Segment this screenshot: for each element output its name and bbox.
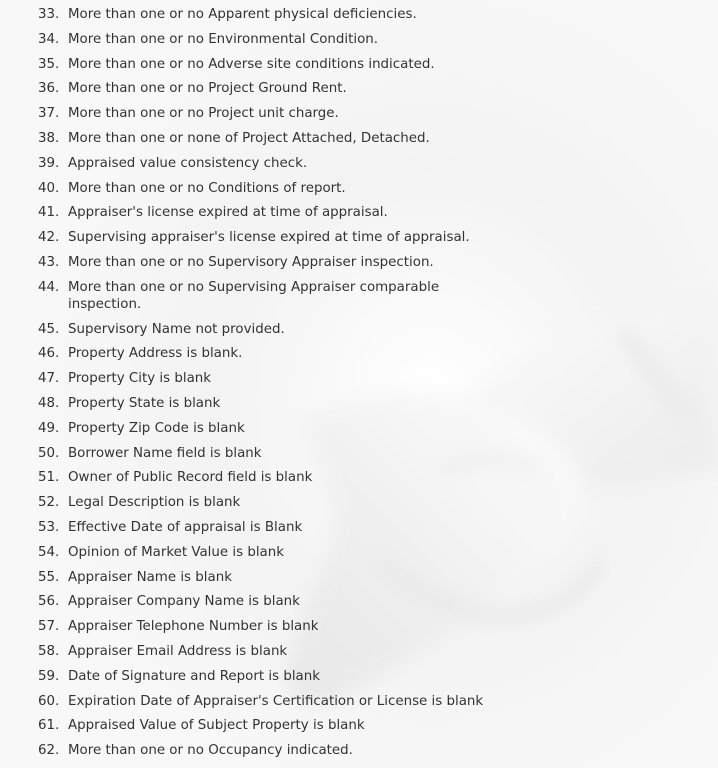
item-text: More than one or no Occupancy indicated. — [68, 743, 353, 759]
list-item — [38, 742, 698, 767]
list-item — [38, 155, 698, 180]
item-text: More than one or none of Project Attached, Detached. — [68, 130, 430, 146]
item-number: 34. — [38, 31, 60, 47]
list-item — [38, 321, 698, 346]
list-item — [38, 204, 698, 229]
item-text: Opinion of Market Value is blank — [68, 544, 285, 560]
item-text: Expiration Date of Appraiser's Certification or License is blank — [68, 693, 484, 709]
item-text: Appraiser Company Name is blank — [68, 594, 300, 610]
item-number: 50. — [38, 445, 60, 461]
item-number: 46. — [38, 346, 60, 362]
item-text: Appraiser's license expired at time of appraisal. — [68, 205, 388, 221]
item-text: Appraised value consistency check. — [68, 155, 308, 171]
item-number: 55. — [38, 569, 60, 585]
item-number: 43. — [38, 254, 60, 270]
list-item — [38, 279, 698, 321]
item-number: 57. — [38, 619, 60, 635]
list-item — [38, 395, 698, 420]
validation-rules-list — [38, 6, 698, 767]
item-number: 61. — [38, 718, 60, 734]
item-text: Appraiser Email Address is blank — [68, 643, 288, 659]
list-item — [38, 130, 698, 155]
list-item — [38, 180, 698, 205]
item-number: 52. — [38, 495, 60, 511]
item-number: 41. — [38, 205, 60, 221]
list-item — [38, 494, 698, 519]
list-item — [38, 254, 698, 279]
item-number: 53. — [38, 519, 60, 535]
item-number: 40. — [38, 180, 60, 196]
item-number: 35. — [38, 56, 60, 72]
list-item — [38, 31, 698, 56]
item-text: Borrower Name field is blank — [68, 445, 262, 461]
item-number: 56. — [38, 594, 60, 610]
list-item — [38, 445, 698, 470]
item-text: Property State is blank — [68, 395, 221, 411]
item-number: 48. — [38, 395, 60, 411]
list-item — [38, 693, 698, 718]
item-number: 39. — [38, 155, 60, 171]
list-item — [38, 105, 698, 130]
item-text: Property City is blank — [68, 371, 212, 387]
list-item — [38, 420, 698, 445]
item-text: More than one or no Environmental Condition. — [68, 31, 379, 47]
item-text: Property Address is blank. — [68, 346, 243, 362]
list-item — [38, 668, 698, 693]
item-number: 59. — [38, 668, 60, 684]
item-number: 60. — [38, 693, 60, 709]
item-text: Appraiser Name is blank — [68, 569, 232, 585]
item-text: More than one or no Apparent physical deficiencies. — [68, 7, 417, 22]
item-text: Effective Date of appraisal is Blank — [68, 519, 303, 535]
item-text: More than one or no Project Ground Rent. — [68, 81, 347, 97]
item-number: 33. — [38, 7, 60, 22]
item-text: Legal Description is blank — [68, 495, 241, 511]
list-item — [38, 370, 698, 395]
item-text: Appraised Value of Subject Property is blank — [68, 718, 365, 734]
item-number: 37. — [38, 106, 60, 122]
list-item — [38, 469, 698, 494]
item-number: 47. — [38, 371, 60, 387]
item-number: 45. — [38, 321, 60, 337]
item-text: Date of Signature and Report is blank — [68, 668, 320, 684]
item-number: 58. — [38, 643, 60, 659]
item-number: 44. — [38, 279, 60, 295]
list-item — [38, 544, 698, 569]
item-number: 42. — [38, 230, 60, 246]
item-text: Supervising appraiser's license expired at time of appraisal. — [68, 230, 470, 246]
item-text: More than one or no Conditions of report. — [68, 180, 346, 196]
list-item — [38, 229, 698, 254]
item-text: More than one or no Adverse site conditions indicated. — [68, 56, 435, 72]
item-number: 36. — [38, 81, 60, 97]
item-text: Supervisory Name not provided. — [68, 321, 285, 337]
item-number: 54. — [38, 544, 60, 560]
list-item — [38, 56, 698, 81]
item-text: Property Zip Code is blank — [68, 420, 245, 436]
item-text: More than one or no Project unit charge. — [68, 106, 339, 122]
item-text: More than one or no Supervisory Appraiser inspection. — [68, 254, 434, 270]
item-text: Appraiser Telephone Number is blank — [68, 619, 319, 635]
item-number: 49. — [38, 420, 60, 436]
list-item — [38, 618, 698, 643]
list-item — [38, 643, 698, 668]
list-item — [38, 569, 698, 594]
item-text: Owner of Public Record field is blank — [68, 470, 313, 486]
item-number: 51. — [38, 470, 60, 486]
item-number: 62. — [38, 743, 60, 759]
list-item — [38, 593, 698, 618]
list-item — [38, 519, 698, 544]
item-number: 38. — [38, 130, 60, 146]
list-item — [38, 6, 698, 31]
list-item — [38, 80, 698, 105]
item-text: More than one or no Supervising Appraiser comparable inspection. — [68, 279, 440, 312]
list-item — [38, 717, 698, 742]
list-item — [38, 345, 698, 370]
